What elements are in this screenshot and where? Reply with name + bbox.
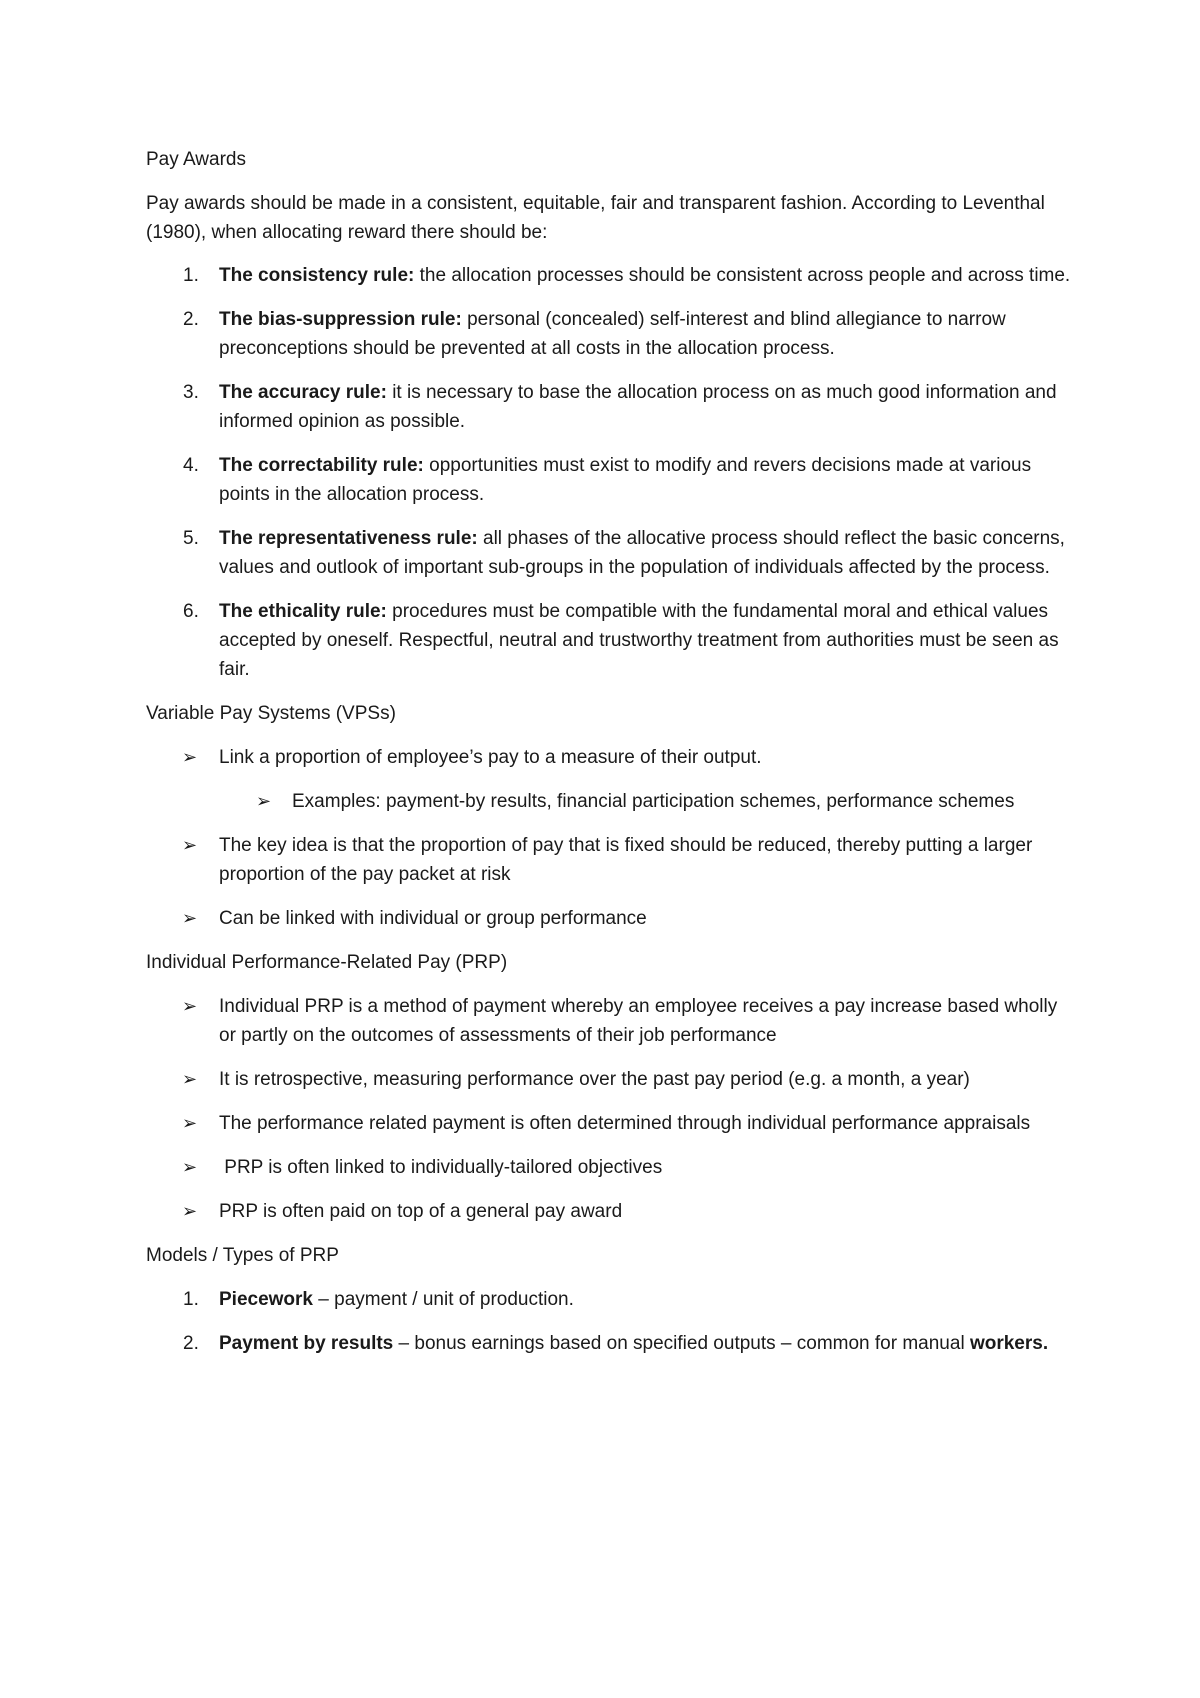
list-number: 1. (183, 265, 199, 286)
bullet-text: PRP is often linked to individually-tailored objectives (219, 1157, 663, 1178)
rule-term: The accuracy rule: (219, 382, 387, 403)
list-item (146, 831, 1076, 889)
bullet-text: The performance related payment is often determined through individual performance appraisals (219, 1113, 1031, 1134)
rule-term: The consistency rule: (219, 265, 415, 286)
rule-term: The representativeness rule: (219, 528, 478, 549)
list-number: 3. (183, 382, 199, 403)
section-heading-vps: Variable Pay Systems (VPSs) (146, 703, 396, 724)
model-term: Piecework (219, 1289, 313, 1310)
list-item (146, 1329, 1076, 1358)
arrow-bullet-icon: ➢ (182, 1069, 198, 1089)
arrow-bullet-icon: ➢ (182, 835, 198, 855)
arrow-bullet-icon: ➢ (182, 996, 198, 1016)
arrow-bullet-icon: ➢ (256, 791, 272, 811)
vps-bullet-list (146, 743, 1076, 933)
list-item (146, 1153, 1076, 1182)
list-number: 2. (183, 309, 199, 330)
arrow-bullet-icon: ➢ (182, 1113, 198, 1133)
bullet-text: It is retrospective, measuring performance over the past pay period (e.g. a month, a year) (219, 1069, 970, 1090)
list-item (146, 743, 1076, 772)
list-item (146, 305, 1076, 363)
arrow-bullet-icon: ➢ (182, 1157, 198, 1177)
list-number: 4. (183, 455, 199, 476)
rule-text: all phases of the allocative process should reflect the basic concerns, values and outlook of important sub-groups in the population of individuals affected by the process. (219, 528, 1065, 578)
list-number: 2. (183, 1333, 199, 1354)
rule-term: The bias-suppression rule: (219, 309, 462, 330)
rule-term: The correctability rule: (219, 455, 424, 476)
rule-text: opportunities must exist to modify and revers decisions made at various points in the allocation process. (219, 455, 1032, 505)
bullet-text: The key idea is that the proportion of pay that is fixed should be reduced, thereby putting a larger proportion of the pay packet at risk (219, 835, 1033, 885)
bullet-text: Can be linked with individual or group performance (219, 908, 647, 929)
leventhal-rules-list (146, 261, 1076, 684)
list-item (146, 1197, 1076, 1226)
list-item (146, 261, 1076, 290)
rule-text: procedures must be compatible with the fundamental moral and ethical values accepted by oneself. Respectful, neutral and trustworthy treatment from authorities must be seen as fair. (219, 601, 1059, 680)
section-heading-pay-awards: Pay Awards (146, 149, 246, 170)
list-item (146, 378, 1076, 436)
model-text: – bonus earnings based on specified outputs – common for manual (393, 1333, 970, 1354)
list-item (146, 1109, 1076, 1138)
list-item (146, 992, 1076, 1050)
list-item (146, 597, 1076, 684)
pay-awards-intro: Pay awards should be made in a consistent, equitable, fair and transparent fashion. According to Leventhal (1980), when allocating reward there should be: (146, 193, 1045, 243)
list-item (146, 524, 1076, 582)
list-item (146, 904, 1076, 933)
list-number: 5. (183, 528, 199, 549)
model-text: – payment / unit of production. (313, 1289, 574, 1310)
rule-text: it is necessary to base the allocation process on as much good information and informed opinion as possible. (219, 382, 1057, 432)
bullet-text: Individual PRP is a method of payment whereby an employee receives a pay increase based wholly or partly on the outcomes of assessments of their job performance (219, 996, 1058, 1046)
rule-text: personal (concealed) self-interest and blind allegiance to narrow preconceptions should be prevented at all costs in the allocation process. (219, 309, 1006, 359)
bullet-text: Examples: payment-by results, financial participation schemes, performance schemes (292, 791, 1015, 812)
list-item (146, 1285, 1076, 1314)
list-item (146, 451, 1076, 509)
bullet-text: PRP is often paid on top of a general pay award (219, 1201, 623, 1222)
list-number: 6. (183, 601, 199, 622)
list-item-sub (146, 787, 1076, 816)
rule-text: the allocation processes should be consistent across people and across time. (414, 265, 1071, 286)
prp-bullet-list (146, 992, 1076, 1226)
bullet-text: Link a proportion of employee’s pay to a measure of their output. (219, 747, 762, 768)
list-item (146, 1065, 1076, 1094)
arrow-bullet-icon: ➢ (182, 747, 198, 767)
document-page (146, 145, 1076, 1373)
arrow-bullet-icon: ➢ (182, 908, 198, 928)
rule-term: The ethicality rule: (219, 601, 387, 622)
prp-models-list (146, 1285, 1076, 1358)
list-number: 1. (183, 1289, 199, 1310)
section-heading-models: Models / Types of PRP (146, 1245, 339, 1266)
model-term-end: workers. (969, 1333, 1049, 1354)
arrow-bullet-icon: ➢ (182, 1201, 198, 1221)
section-heading-prp: Individual Performance-Related Pay (PRP) (146, 952, 508, 973)
model-term: Payment by results (219, 1333, 394, 1354)
